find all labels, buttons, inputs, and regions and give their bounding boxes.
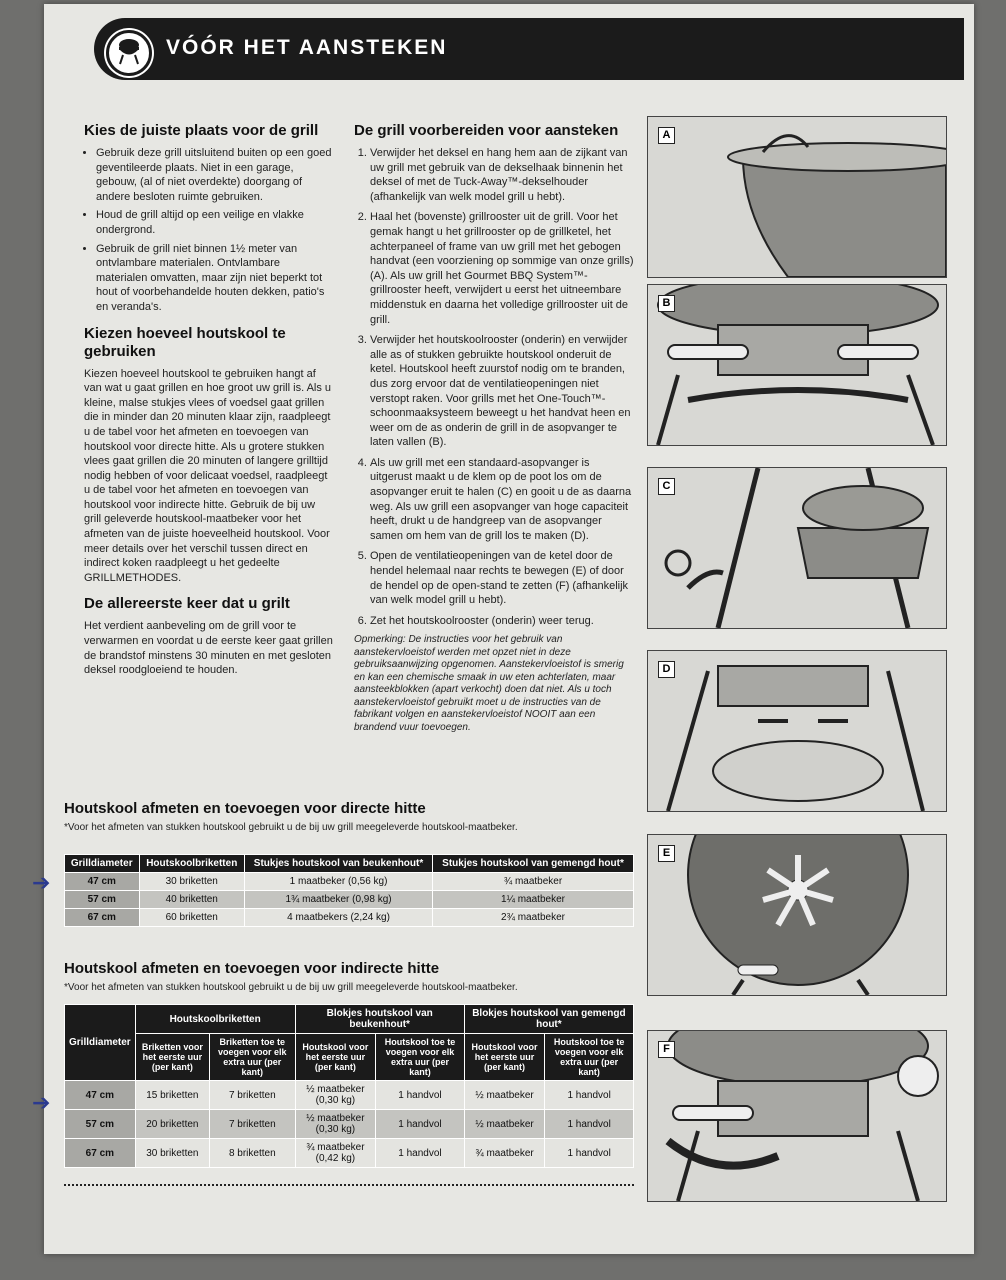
column-header: Blokjes houtskool van beukenhout* (295, 1005, 464, 1034)
table-cell: 7 briketten (210, 1081, 296, 1110)
paragraph-first-use: Het verdient aanbeveling om de grill voor te verwarmen en voordat u de eerste keer gaat grillen de brandstof minstens 30 minuten en met gesloten deksel roodgloeiend te houden. (84, 620, 333, 677)
indirect-heat-table (64, 1004, 634, 1168)
pen-arrow-icon: ➔ (32, 1090, 51, 1115)
table-cell: 1¾ maatbeker (0,98 kg) (245, 891, 433, 909)
panel-label: C (658, 478, 675, 495)
table-cell: 47 cm (65, 873, 140, 891)
illustration-c (647, 467, 947, 629)
step-item: 2. Haal het (bovenste) grillrooster uit de grill. Voor het gemak hangt u het grillrooster op de grillketel, het achterpaneel of frame van uw grill met het gebogen handvat (een voorziening op sommige van onze grills) (A). Als uw grill het Gourmet BBQ System™-grillrooster heeft, verwijdert u eerst het uitneembare middenstuk en daarna het volledige grillrooster uit de grill. (370, 210, 634, 327)
illustration-f (647, 1030, 947, 1202)
table-cell: ½ maatbeker (464, 1110, 545, 1139)
weber-logo-icon (106, 30, 152, 76)
table-cell: ½ maatbeker (0,30 kg) (295, 1110, 376, 1139)
location-list (84, 146, 334, 315)
column-subheader: Briketten voor het eerste uur (per kant) (135, 1034, 209, 1081)
heading-location: Kies de juiste plaats voor de grill (84, 122, 319, 139)
table-row (65, 1081, 634, 1110)
illustration-b (647, 284, 947, 446)
table-row (65, 1139, 634, 1168)
table-cell: 67 cm (65, 909, 140, 927)
table-cell: 30 briketten (135, 1139, 209, 1168)
table-cell: 47 cm (65, 1081, 136, 1110)
column-subheader: Houtskool toe te voegen voor elk extra uur (per kant) (545, 1034, 634, 1081)
table-cell: 57 cm (65, 891, 140, 909)
column-subheader: Houtskool voor het eerste uur (per kant) (295, 1034, 376, 1081)
heading-charcoal-amount: Kiezen hoeveel houtskool te gebruiken (84, 324, 286, 360)
table-cell: 40 briketten (139, 891, 245, 909)
illustration-a (647, 116, 947, 278)
indirect-heat-title: Houtskool afmeten en toevoegen voor indirecte hitte (64, 960, 440, 977)
table-cell: 1 handvol (376, 1081, 465, 1110)
table-cell: 1 handvol (545, 1139, 634, 1168)
panel-label: B (658, 295, 675, 312)
table-header-row (65, 855, 634, 873)
column-subheader: Houtskool toe te voegen voor elk extra uur (per kant) (376, 1034, 465, 1081)
table-cell: 1 handvol (545, 1110, 634, 1139)
table-cell: ¾ maatbeker (0,42 kg) (295, 1139, 376, 1168)
table-cell: 67 cm (65, 1139, 136, 1168)
table-cell: 1 maatbeker (0,56 kg) (245, 873, 433, 891)
table-cell: 57 cm (65, 1110, 136, 1139)
heading-first-use: De allereerste keer dat u grilt (84, 595, 290, 613)
table-row (65, 891, 634, 909)
column-header: Blokjes houtskool van gemengd hout* (464, 1005, 633, 1034)
table-cell: ½ maatbeker (464, 1081, 545, 1110)
list-item: • Gebruik de grill niet binnen 1½ meter van ontvlambare materialen. Ontvlambare materialen omvatten, maar zijn niet beperkt tot hout of voorbehandelde houten dekken, patio's en veranda's. (96, 242, 334, 315)
illustration-e (647, 834, 947, 996)
vent-open-illustration (648, 835, 946, 995)
table-cell: 8 briketten (210, 1139, 296, 1168)
table-cell: 7 briketten (210, 1110, 296, 1139)
list-item: • Houd de grill altijd op een veilige en vlakke ondergrond. (96, 208, 334, 237)
panel-label: E (658, 845, 675, 862)
dotted-divider (64, 1184, 634, 1186)
lighter-fluid-note: Opmerking: De instructies voor het gebruik van aanstekervloeistof werden met opzet niet in deze gebruiksaanwijzing opgenomen. Aanstekervloeistof is smerig en kan een chemische smaak in uw eten achterlaten, maar aansteekblokken (apart verkocht) doen dat niet. Als u toch aanstekervloeistof gebruikt moet u de instructies van de fabrikant volgen en aanstekervloeistof NOOIT aan een brandend vuur toevoegen. (354, 634, 624, 733)
panel-label: D (658, 661, 675, 678)
paragraph-charcoal-amount: Kiezen hoeveel houtskool te gebruiken hangt af van wat u gaat grillen en hoe groot uw grill is. Als u kleine, malse stukjes vlees of voedsel gaat grillen die in minder dan 20 minuten klaar zijn, raadpleegt u de tabel voor het afmeten en toevoegen van houtskool voor directe hitte. Als u grotere stukken vlees gaat grillen die 20 minuten of langere grilltijd nodig hebben of voor delicaat voedsel, raadpleegt u de tabel voor het afmeten en toevoegen van houtskool voor indirecte hitte. Gebruik de bij uw grill geleverde houtskool-maatbeker voor het afmeten van de juiste hoeveelheid houtskool. Voor meer details over het verschil tussen direct en indirect koken raadpleegt u het gedeelte GRILLMETHODES. (84, 367, 332, 584)
step-item: 6. Zet het houtskoolrooster (onderin) weer terug. (370, 614, 634, 629)
table-cell: ½ maatbeker (0,30 kg) (295, 1081, 376, 1110)
column-header: Grilldiameter (65, 855, 140, 873)
table-cell: 30 briketten (139, 873, 245, 891)
table-cell: 15 briketten (135, 1081, 209, 1110)
section-header (94, 18, 964, 80)
table-cell: ¾ maatbeker (433, 873, 634, 891)
panel-label: A (658, 127, 675, 144)
left-column (84, 112, 334, 682)
table-cell: 2¾ maatbeker (433, 909, 634, 927)
step-item: 4. Als uw grill met een standaard-asopvanger is uitgerust maakt u de klem op de poot los om de asopvanger eruit te halen (C) en gooit u de as daarna weg. Als uw grill een asopvanger van hoge capaciteit heeft, drukt u de handgreep van de asopvanger samen om hem van de grill los te maken (D). (370, 456, 634, 544)
table-cell: 60 briketten (139, 909, 245, 927)
table-row (65, 1110, 634, 1139)
panel-label: F (658, 1041, 675, 1058)
ash-catcher-illustration (648, 468, 946, 628)
column-header: Stukjes houtskool van beukenhout* (245, 855, 433, 873)
step-item: 3. Verwijder het houtskoolrooster (onderin) en verwijder alle as of stukken gebruikte houtskool onderuit de ketel. Houtskool heeft zuurstof nodig om te branden, dus zorg ervoor dat de ventilatieopeningen niet verstopt raken. Voor grills met het One-Touch™-schoonmaaksysteem beweegt u het handvat heen en weer om de as onderin de grill in de asopvanger te laten vallen (B). (370, 333, 634, 450)
column-header: Stukjes houtskool van gemengd hout* (433, 855, 634, 873)
table-cell: 20 briketten (135, 1110, 209, 1139)
lid-hook-illustration (648, 117, 946, 277)
pen-arrow-icon: ➔ (32, 870, 51, 895)
column-header: Grilldiameter (65, 1005, 136, 1081)
list-item: • Gebruik deze grill uitsluitend buiten op een goed geventileerde plaats. Niet in een garage, gebouw, (al of niet overdekte) doorgang of andere besloten ruimte gebruiken. (96, 146, 334, 204)
heading-preparation: De grill voorbereiden voor aansteken (354, 122, 619, 139)
table-cell: 1¼ maatbeker (433, 891, 634, 909)
manual-page (32, 4, 974, 1254)
direct-heat-note: *Voor het afmeten van stukken houtskool gebruikt u de bij uw grill meegeleverde houtskool-maatbeker. (64, 822, 518, 833)
column-header: Houtskoolbriketten (139, 855, 245, 873)
table-header-row (65, 1005, 634, 1034)
step-item: 1. Verwijder het deksel en hang hem aan de zijkant van uw grill met gebruik van de dekselhaak binnenin het deksel of met de Tuck-Away™-dekselhouder (afhankelijk van welk model grill u hebt). (370, 146, 634, 204)
illustration-d (647, 650, 947, 812)
table-cell: ¾ maatbeker (464, 1139, 545, 1168)
table-cell: 1 handvol (376, 1139, 465, 1168)
table-cell: 1 handvol (545, 1081, 634, 1110)
table-row (65, 909, 634, 927)
middle-column (354, 112, 634, 738)
table-cell: 1 handvol (376, 1110, 465, 1139)
high-capacity-ash-catcher-illustration (648, 651, 946, 811)
direct-heat-title: Houtskool afmeten en toevoegen voor directe hitte (64, 800, 426, 817)
column-subheader: Briketten toe te voegen voor elk extra uur (per kant) (210, 1034, 296, 1081)
column-header: Houtskoolbriketten (135, 1005, 295, 1034)
ash-sweep-illustration (648, 285, 946, 445)
preparation-steps (354, 146, 634, 628)
section-title: VÓÓR HET AANSTEKEN (166, 36, 448, 59)
indirect-heat-note: *Voor het afmeten van stukken houtskool gebruikt u de bij uw grill meegeleverde houtskool-maatbeker. (64, 982, 518, 993)
direct-heat-table (64, 854, 634, 927)
table-row (65, 873, 634, 891)
table-subheader-row (65, 1034, 634, 1081)
step-item: 5. Open de ventilatieopeningen van de ketel door de hendel helemaal naar rechts te bewegen (E) of door de hendel op de open-stand te zetten (F) (afhankelijk van welk model grill u hebt). (370, 549, 634, 607)
table-cell: 4 maatbekers (2,24 kg) (245, 909, 433, 927)
column-subheader: Houtskool voor het eerste uur (per kant) (464, 1034, 545, 1081)
vent-lever-illustration (648, 1031, 946, 1201)
